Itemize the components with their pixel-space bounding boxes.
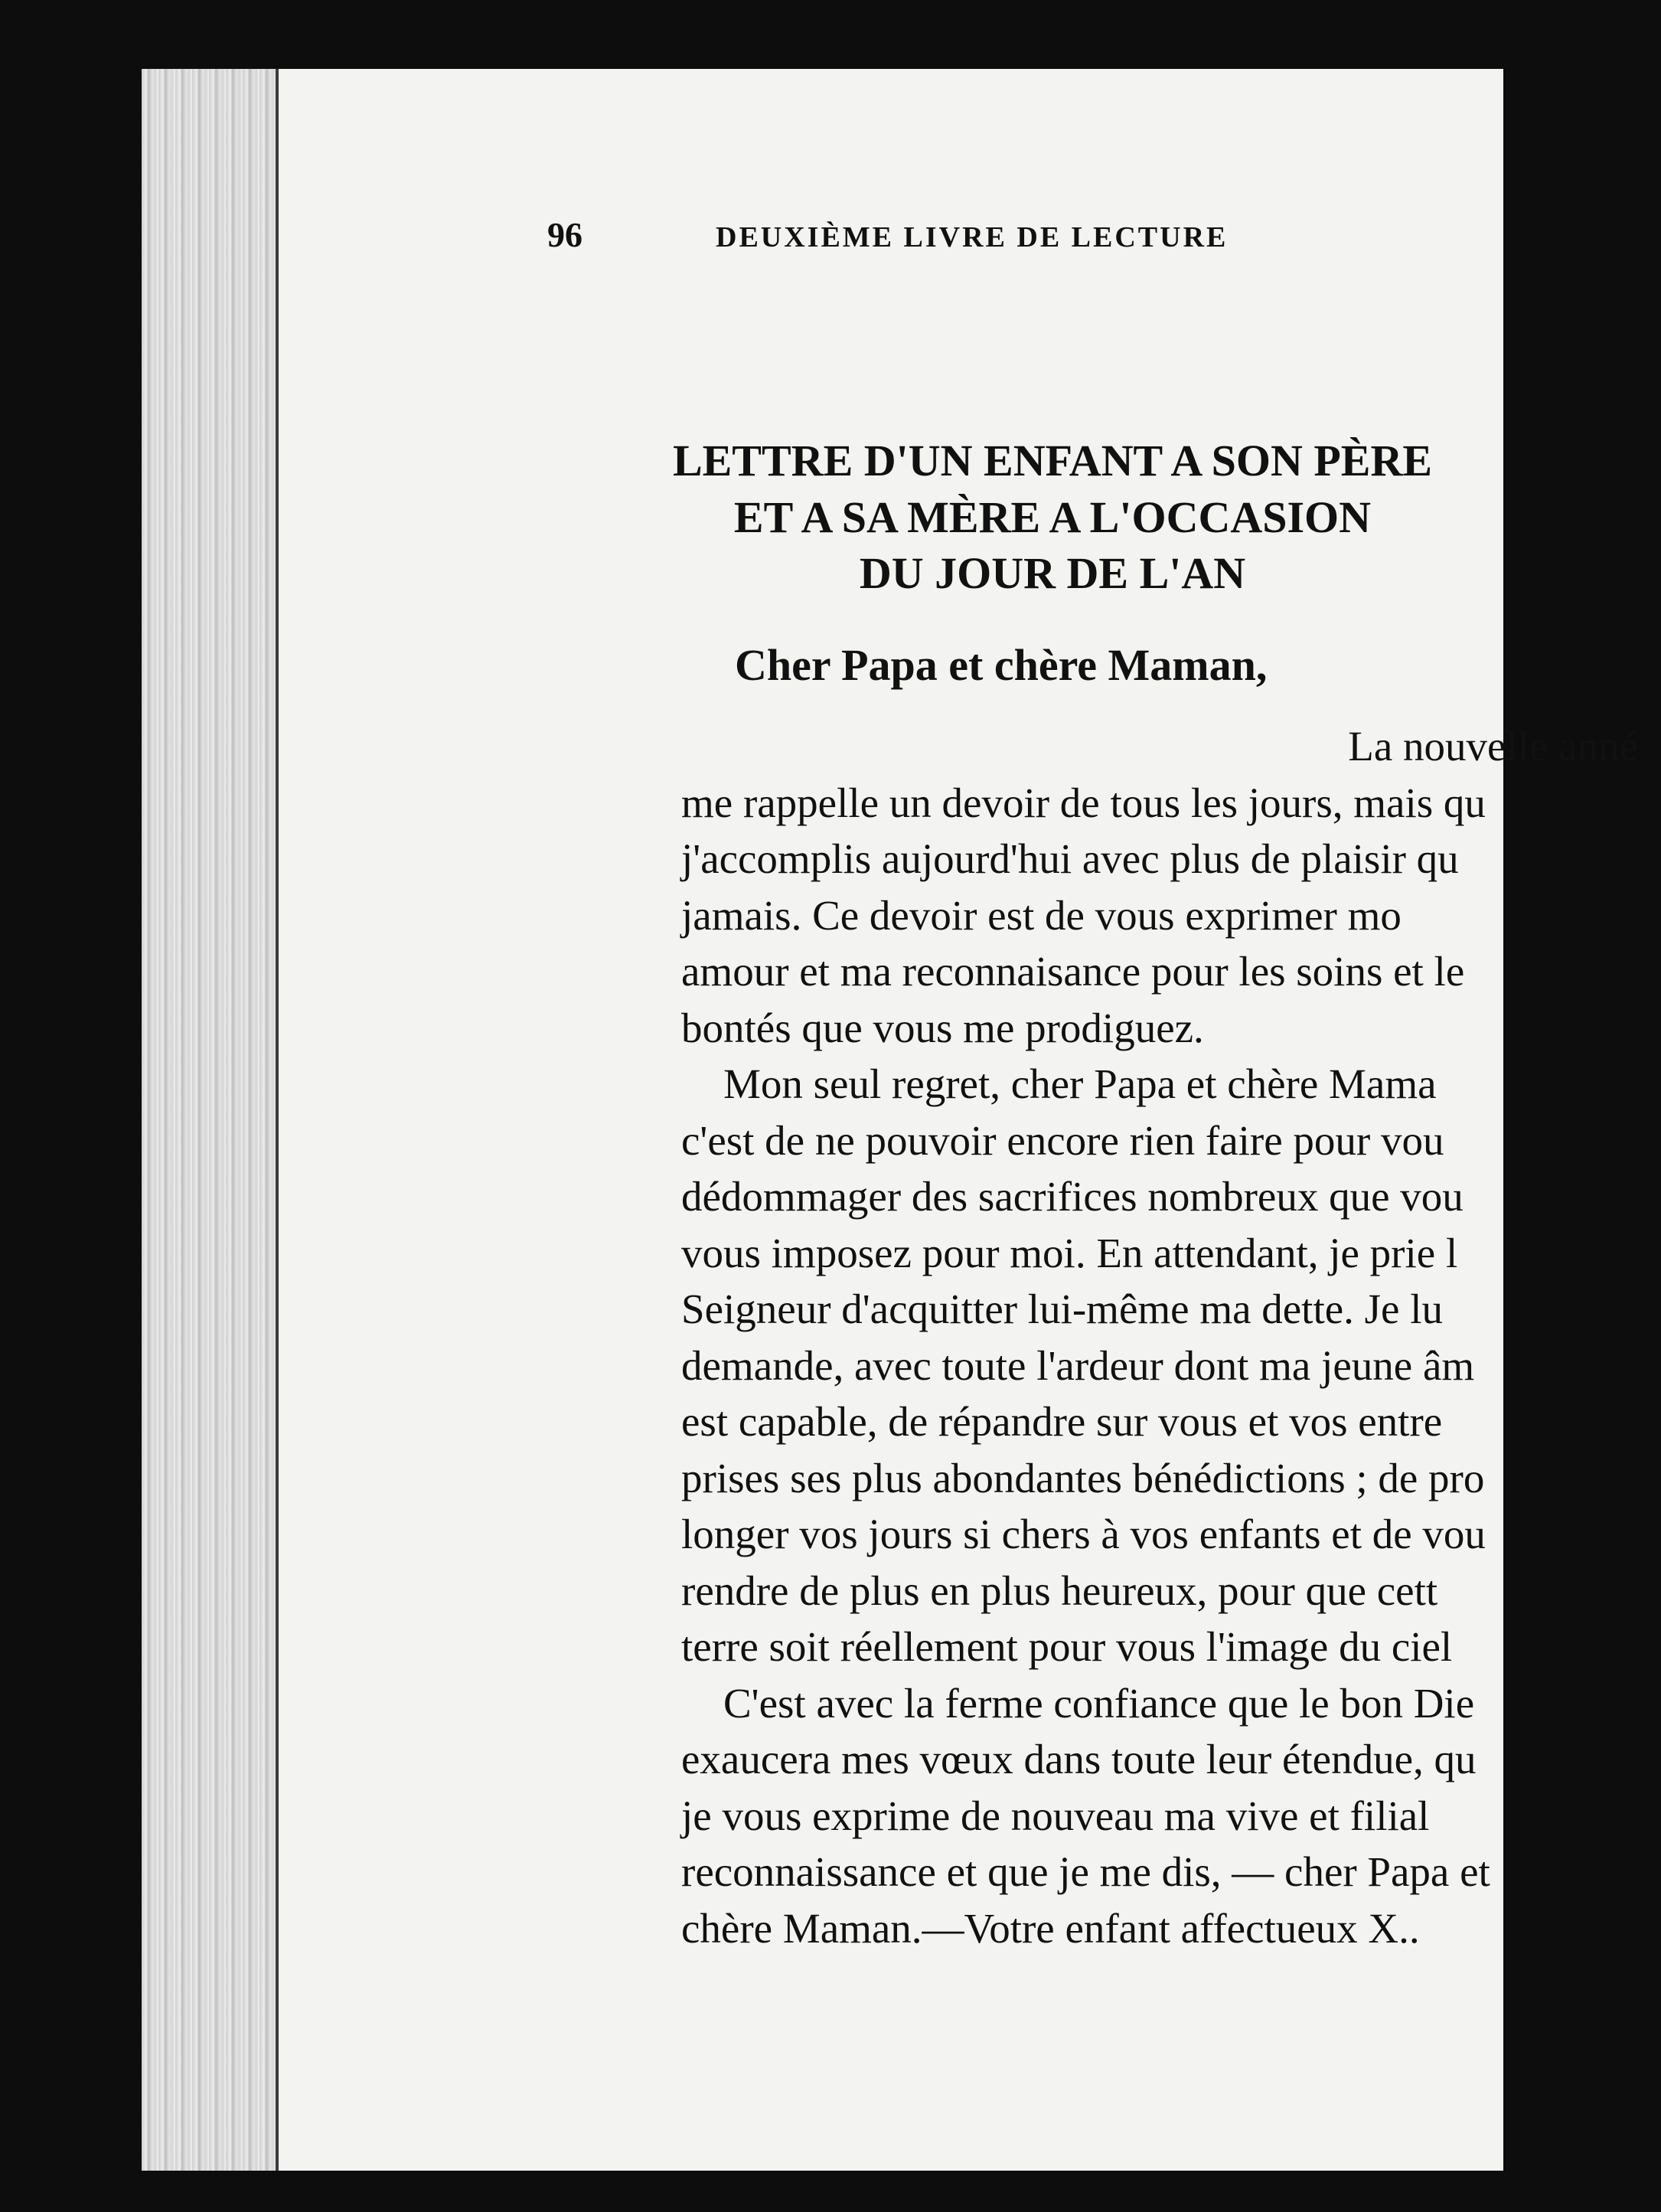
book-page: [142, 69, 1638, 2171]
title-line: LETTRE D'UN ENFANT A SON PÈRE: [672, 436, 1433, 485]
body-line: rendre de plus en plus heureux, pour que cett: [681, 1567, 1438, 1614]
body-line: je vous exprime de nouveau ma vive et filial: [681, 1792, 1430, 1839]
body-line: demande, avec toute l'ardeur dont ma jeune âm: [681, 1341, 1475, 1389]
page-number: 96: [547, 215, 582, 254]
body-line: exaucera mes vœux dans toute leur étendue, qu: [681, 1736, 1477, 1782]
body-line: me rappelle un devoir de tous les jours, mais qu: [681, 779, 1486, 826]
title-line: DU JOUR DE L'AN: [859, 548, 1246, 598]
body-line: dédommager des sacrifices nombreux que vou: [681, 1173, 1464, 1220]
running-head: DEUXIÈME LIVRE DE LECTURE: [716, 221, 1229, 253]
salutation: Cher Papa et chère Maman,: [735, 640, 1268, 690]
letter-body: [681, 718, 1661, 1956]
body-line: bontés que vous me prodiguez.: [681, 1004, 1204, 1051]
letter-title: [524, 429, 1581, 598]
body-line: Seigneur d'acquitter lui-même ma dette. Je lu: [681, 1286, 1443, 1332]
title-line: ET A SA MÈRE A L'OCCASION: [733, 492, 1372, 542]
body-line: jamais. Ce devoir est de vous exprimer mo: [681, 891, 1402, 939]
body-line: est capable, de répandre sur vous et vos entre: [681, 1398, 1443, 1445]
running-header: [547, 214, 1496, 255]
body-line: terre soit réellement pour vous l'image du ciel: [681, 1623, 1453, 1670]
body-line: reconnaissance et que je me dis, — cher Papa et: [681, 1848, 1490, 1895]
binding-edge: [276, 69, 279, 2171]
body-line: Mon seul regret, cher Papa et chère Mama: [723, 1060, 1437, 1107]
body-line: longer vos jours si chers à vos enfants et de vou: [681, 1511, 1486, 1557]
body-line: C'est avec la ferme confiance que le bon Die: [723, 1679, 1475, 1727]
body-line: c'est de ne pouvoir encore rien faire pour vou: [681, 1116, 1444, 1164]
body-line: amour et ma reconnaisance pour les soins et le: [681, 948, 1465, 995]
body-line: prises ses plus abondantes bénédictions ; de pro: [681, 1454, 1485, 1501]
body-line: vous imposez pour moi. En attendant, je prie l: [681, 1229, 1458, 1276]
page-edges: [142, 69, 276, 2171]
body-line: chère Maman.—Votre enfant affectueux X..: [681, 1904, 1420, 1952]
body-line: j'accomplis aujourd'hui avec plus de plaisir qu: [681, 835, 1459, 882]
body-line: La nouvelle anné: [1348, 723, 1638, 769]
